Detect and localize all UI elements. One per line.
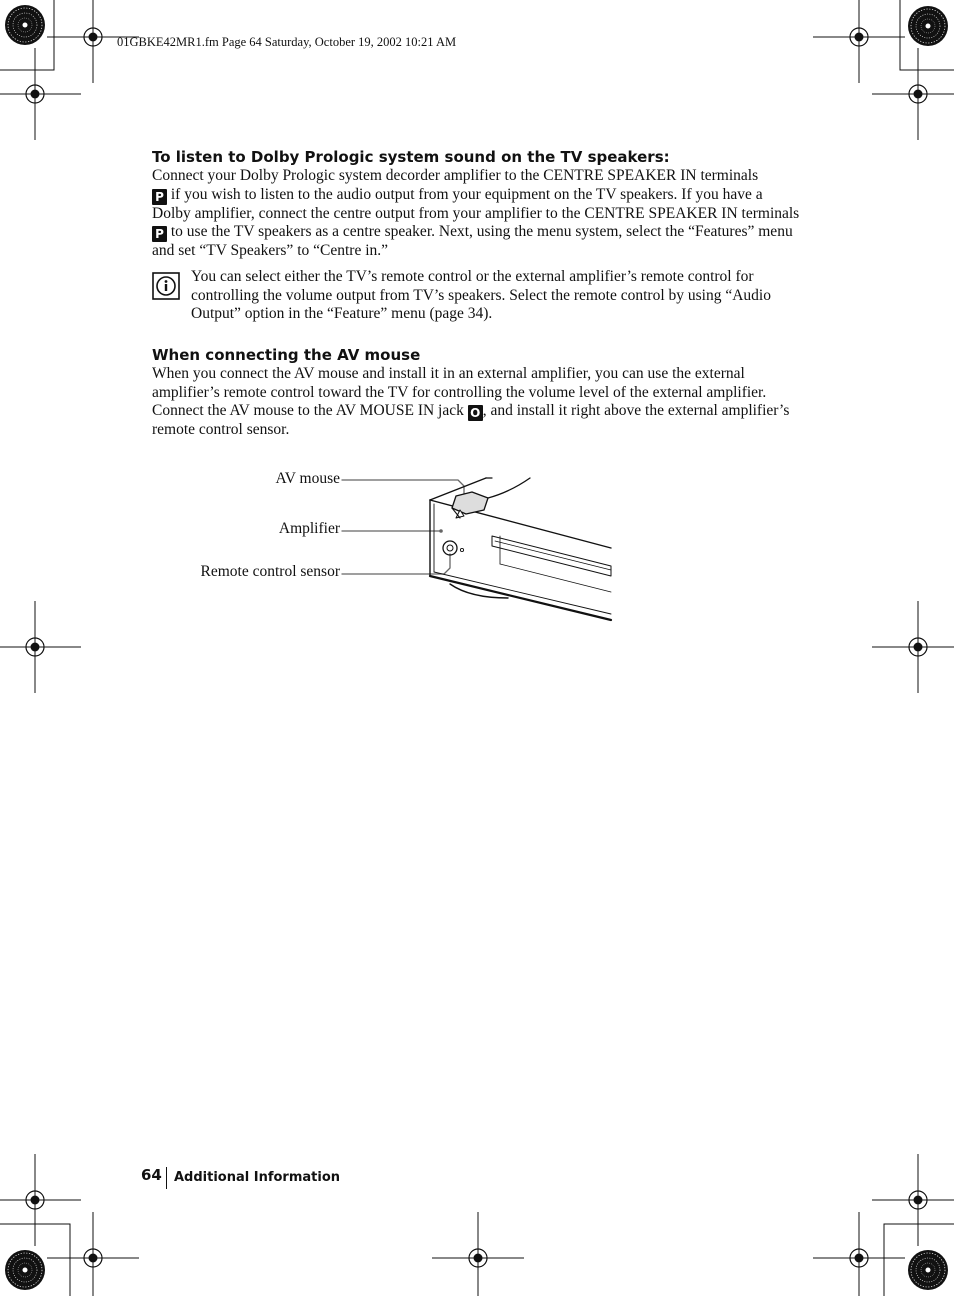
body-text-part: if you wish to listen to the audio output from your equipment on the TV speakers. If you have a Dolby amplifier, connect the centre output from your amplifier to the CENTRE SPEAKER IN terminals — [152, 185, 800, 222]
note-text: You can select either the TV’s remote control or the external amplifier’s remote control for controlling the volume output from TV’s speakers. Select the remote control by using “Audio Output” option in the “Feature” menu (page 34). — [191, 268, 771, 322]
section-heading: When connecting the AV mouse — [152, 346, 421, 364]
av-mouse-amplifier-illustration — [340, 470, 620, 630]
terminal-p-icon: P — [152, 189, 167, 205]
page-number: 64 — [141, 1166, 162, 1184]
section-body — [152, 365, 802, 440]
body-text-part: Connect your Dolby Prologic system decorder amplifier to the CENTRE SPEAKER IN terminals — [152, 167, 759, 184]
terminal-o-icon: O — [468, 405, 483, 421]
label-amplifier: Amplifier — [278, 520, 340, 537]
body-text-part: , and install it right above the external amplifier’s remote control sensor. — [152, 402, 790, 438]
footer-divider — [166, 1167, 167, 1189]
footer-section-title: Additional Information — [174, 1170, 341, 1185]
section-heading: To listen to Dolby Prologic system sound on the TV speakers: — [152, 148, 670, 166]
body-text-part: to use the TV speakers as a centre speaker. Next, using the menu system, select the “Features” menu and set “TV Speakers” to “Centre in.” — [152, 223, 793, 259]
terminal-p-icon: P — [152, 226, 167, 242]
label-av-mouse: AV mouse — [275, 470, 340, 487]
info-note-icon — [152, 272, 180, 300]
label-remote-sensor: Remote control sensor — [200, 563, 340, 580]
section-body — [152, 167, 802, 261]
print-header: 01GBKE42MR1.fm Page 64 Saturday, October 19, 2002 10:21 AM — [117, 35, 457, 49]
dolby-prologic-section — [152, 148, 802, 261]
body-text-part: When you connect the AV mouse and install it in an external amplifier, you can use the external amplifier’s remote control toward the TV for controlling the volume level of the external amplifier. Connect the AV mouse to the AV MOUSE IN jack — [152, 365, 767, 419]
av-mouse-section — [152, 346, 802, 440]
